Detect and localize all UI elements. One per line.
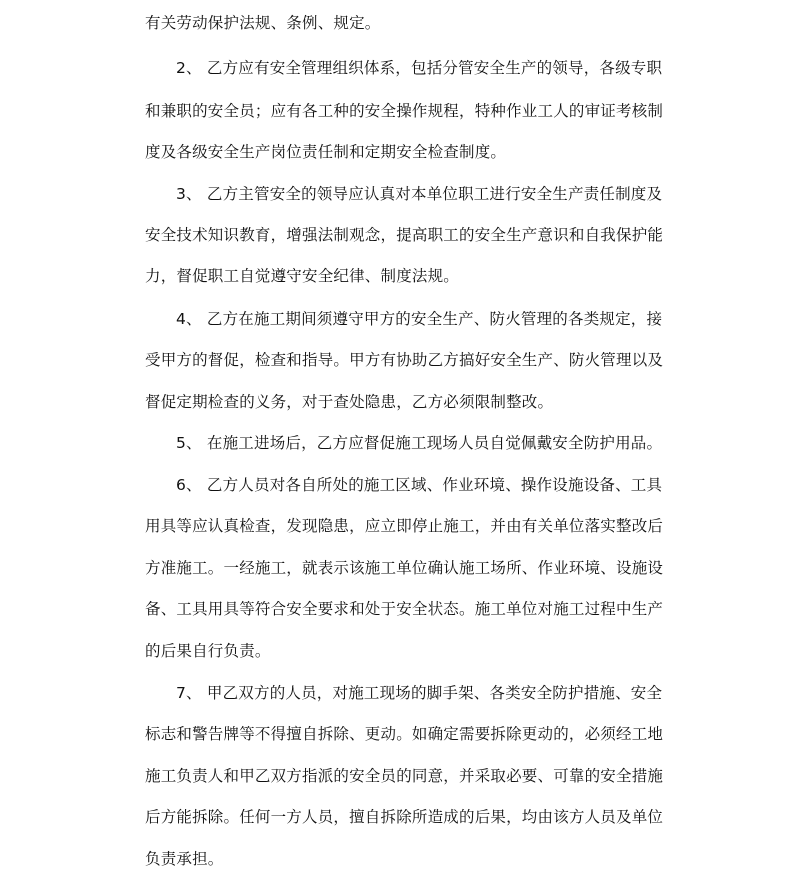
clause-7-line: 7、 甲乙双方的人员，对施工现场的脚手架、各类安全防护措施、安全: [176, 684, 663, 702]
text-line: 督促定期检查的义务，对于查处隐患，乙方必须限制整改。: [145, 393, 554, 411]
clause-6-line: 6、 乙方人员对各自所处的施工区域、作业环境、操作设施设备、工具: [176, 476, 663, 494]
text-line: 备、工具用具等符合安全要求和处于安全状态。施工单位对施工过程中生产: [145, 600, 664, 618]
text-line: 方准施工。一经施工，就表示该施工单位确认施工场所、作业环境、设施设: [145, 559, 664, 577]
text-line: 力，督促职工自觉遵守安全纪律、制度法规。: [145, 267, 460, 285]
clause-4-line: 4、 乙方在施工期间须遵守甲方的安全生产、防火管理的各类规定，接: [176, 310, 663, 328]
text-line: 后方能拆除。任何一方人员，擅自拆除所造成的后果，均由该方人员及单位: [145, 808, 664, 826]
text-line: 度及各级安全生产岗位责任制和定期安全检查制度。: [145, 143, 507, 161]
text-line: 用具等应认真检查，发现隐患，应立即停止施工，并由有关单位落实整改后: [145, 517, 664, 535]
clause-5-line: 5、 在施工进场后，乙方应督促施工现场人员自觉佩戴安全防护用品。: [176, 434, 663, 452]
text-line: 的后果自行负责。: [145, 642, 271, 660]
text-line: 受甲方的督促，检查和指导。甲方有协助乙方搞好安全生产、防火管理以及: [145, 351, 664, 369]
text-line: 安全技术知识教育，增强法制观念，提高职工的安全生产意识和自我保护能: [145, 226, 664, 244]
text-line: 和兼职的安全员；应有各工种的安全操作规程，特种作业工人的审证考核制: [145, 102, 664, 120]
clause-2-line: 2、 乙方应有安全管理组织体系，包括分管安全生产的领导，各级专职: [176, 59, 663, 77]
text-line: 有关劳动保护法规、条例、规定。: [145, 14, 381, 32]
clause-3-line: 3、 乙方主管安全的领导应认真对本单位职工进行安全生产责任制度及: [176, 185, 663, 203]
text-line: 负责承担。: [145, 850, 224, 868]
text-line: 施工负责人和甲乙双方指派的安全员的同意，并采取必要、可靠的安全措施: [145, 767, 664, 785]
text-line: 标志和警告牌等不得擅自拆除、更动。如确定需要拆除更动的，必须经工地: [145, 725, 664, 743]
